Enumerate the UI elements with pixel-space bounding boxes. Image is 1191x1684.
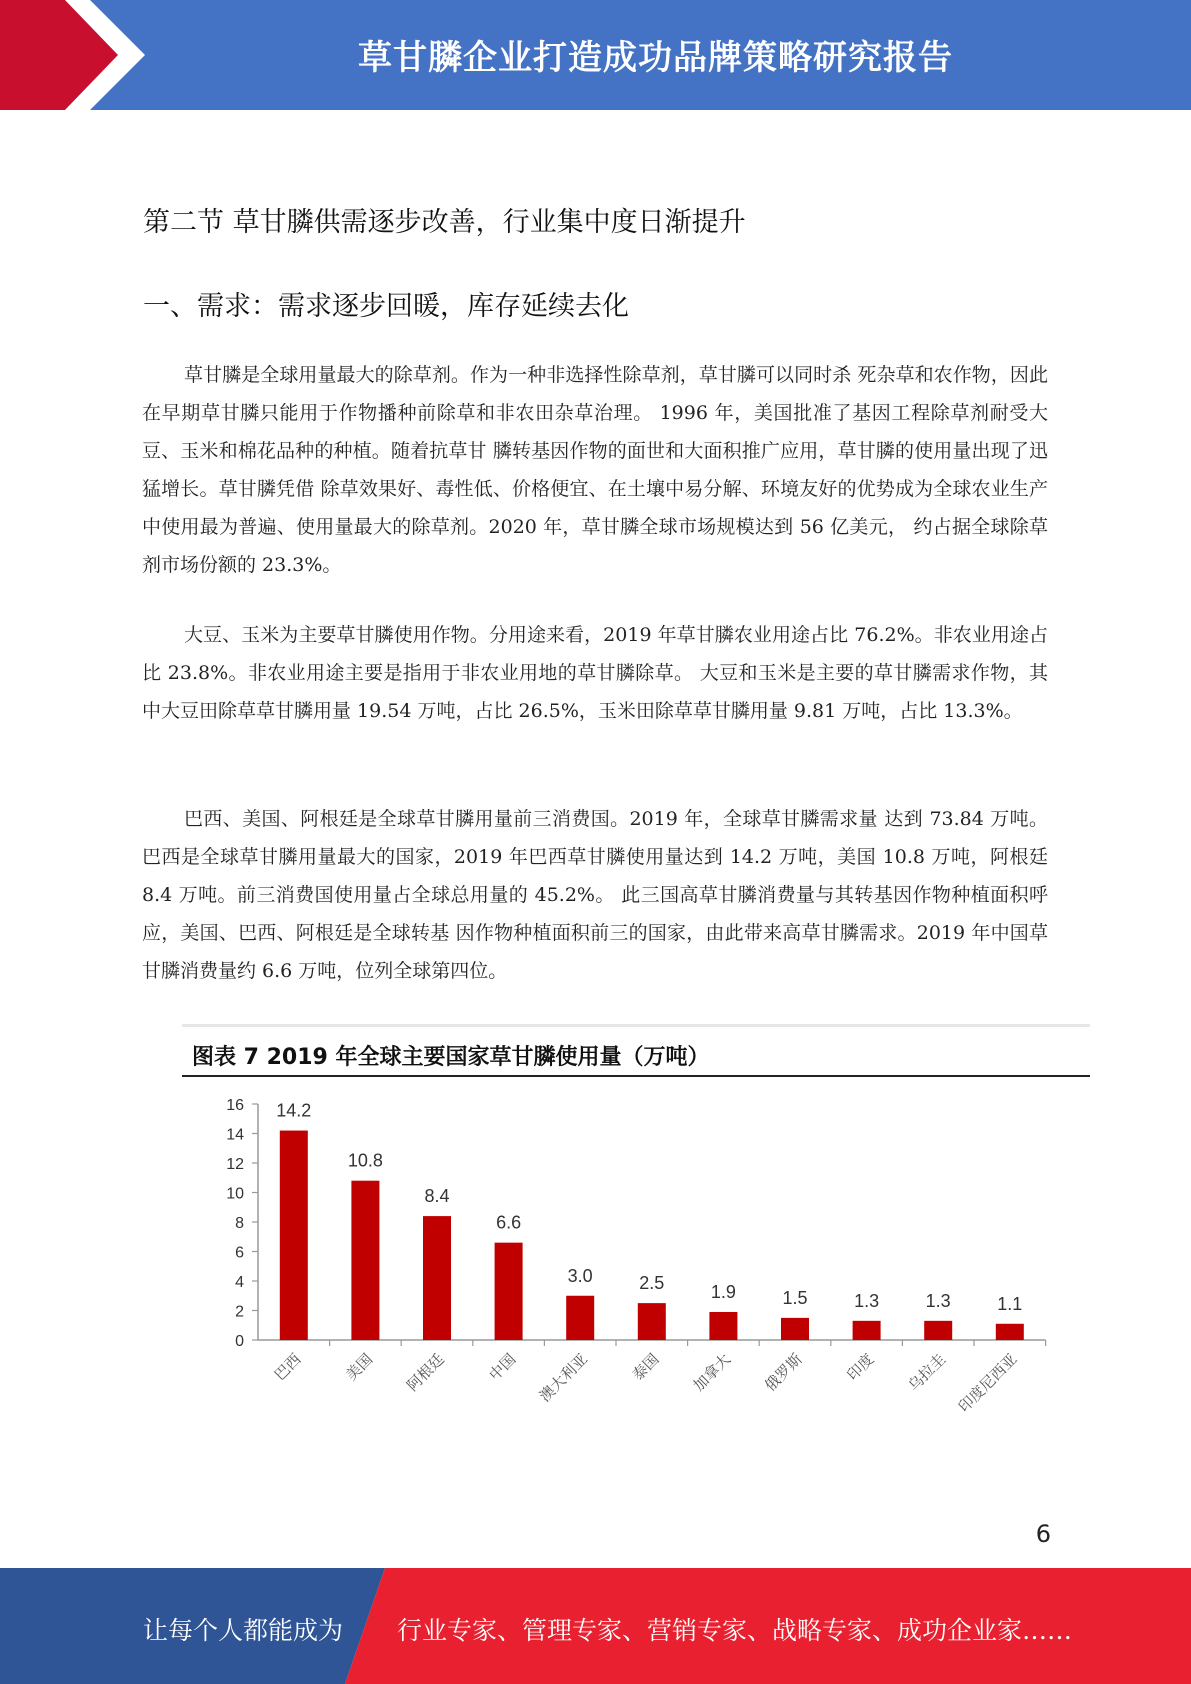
category-label: 巴西	[270, 1350, 305, 1385]
bar	[853, 1321, 881, 1340]
category-label: 中国	[485, 1350, 520, 1385]
bar	[638, 1303, 666, 1340]
bar-value-label: 2.5	[639, 1273, 665, 1294]
y-tick-label: 16	[226, 1097, 244, 1114]
y-tick-label: 8	[235, 1215, 244, 1232]
category-label: 印度	[843, 1350, 878, 1385]
category-label: 美国	[342, 1350, 377, 1385]
y-tick-label: 0	[235, 1333, 244, 1350]
bar-chart	[182, 1024, 1090, 1424]
category-label: 加拿大	[689, 1350, 735, 1395]
bar	[280, 1131, 308, 1340]
category-label: 俄罗斯	[761, 1350, 806, 1395]
report-title: 草甘膦企业打造成功品牌策略研究报告	[358, 38, 953, 78]
bar-value-label: 3.0	[567, 1265, 593, 1286]
subsection-title: 一、需求：需求逐步回暖，库存延续去化	[143, 291, 629, 322]
y-tick-label: 4	[235, 1274, 244, 1291]
y-tick-label: 12	[226, 1156, 244, 1173]
bar-value-label: 1.5	[782, 1287, 808, 1308]
bar	[781, 1318, 809, 1340]
page-footer	[0, 1568, 1191, 1684]
chart-container	[182, 1024, 1090, 1424]
footer-slogan-right: 行业专家、管理专家、营销专家、战略专家、成功企业家……	[397, 1616, 1073, 1645]
paragraph-crop-usage: 大豆、玉米为主要草甘膦使用作物。分用途来看，2019 年草甘膦农业用途占比 76.2%。非农业用途占比 23.8%。非农业用途主要是指用于非农业用地的草甘膦除草。 大豆和玉米是主要的草甘膦需求作物，其中大豆田除草草甘膦用量 19.54 万吨，占比 26.5%，玉米田除草草甘膦用量 9.81 万吨，占比 13.3%。	[142, 624, 1048, 722]
bar-value-label: 6.6	[496, 1212, 522, 1233]
bar-value-label: 14.2	[276, 1100, 312, 1121]
bar-value-label: 1.1	[997, 1293, 1023, 1314]
bar-value-label: 1.3	[925, 1290, 951, 1311]
bar-value-label: 8.4	[424, 1186, 450, 1207]
y-tick-label: 10	[226, 1185, 244, 1203]
y-tick-label: 6	[235, 1244, 244, 1262]
page-number: 6	[1035, 1520, 1051, 1548]
category-label: 阿根廷	[403, 1350, 448, 1395]
footer-slogan-left: 让每个人都能成为	[143, 1616, 344, 1645]
bar	[495, 1243, 523, 1340]
chart-title: 图表 7 2019 年全球主要国家草甘膦使用量（万吨）	[192, 1045, 710, 1070]
category-label: 印度尼西亚	[954, 1350, 1021, 1416]
bar	[924, 1321, 952, 1340]
y-tick-label: 2	[235, 1303, 244, 1321]
category-label: 泰国	[628, 1350, 663, 1385]
bar	[351, 1181, 379, 1340]
bar-value-label: 1.3	[854, 1290, 880, 1311]
bar	[996, 1324, 1024, 1340]
bar-value-label: 10.8	[347, 1150, 383, 1171]
bar-value-label: 1.9	[710, 1281, 736, 1302]
category-label: 澳大利亚	[535, 1350, 592, 1406]
report-header	[0, 0, 1191, 110]
bar	[709, 1312, 737, 1340]
paragraph-glyphosate-overview: 草甘膦是全球用量最大的除草剂。作为一种非选择性除草剂，草甘膦可以同时杀 死杂草和农作物，因此在早期草甘膦只能用于作物播种前除草和非农田杂草治理。 1996 年，美国批准了基因工程除草剂耐受大豆、玉米和棉花品种的种植。随着抗草甘 膦转基因作物的面世和大面积推广应用，草甘膦的使用量出现了迅猛增长。草甘膦凭借 除草效果好、毒性低、价格便宜、在土壤中易分解、环境友好的优势成为全球农业生产 中使用最为普遍、使用量最大的除草剂。2020 年，草甘膦全球市场规模达到 56 亿美元， 约占据全球除草剂市场份额的 23.3%。	[142, 364, 1048, 576]
bar	[423, 1216, 451, 1340]
paragraph-country-consumption: 巴西、美国、阿根廷是全球草甘膦用量前三消费国。2019 年，全球草甘膦需求量 达到 73.84 万吨。巴西是全球草甘膦用量最大的国家，2019 年巴西草甘膦使用量达到 14.2 万吨，美国 10.8 万吨，阿根廷 8.4 万吨。前三消费国使用量占全球总用量的 45.2%。 此三国高草甘膦消费量与其转基因作物种植面积呼应，美国、巴西、阿根廷是全球转基 因作物种植面积前三的国家，由此带来高草甘膦需求。2019 年中国草甘膦消费量约 6.6 万吨，位列全球第四位。	[142, 808, 1048, 982]
section-title: 第二节 草甘膦供需逐步改善，行业集中度日渐提升	[143, 207, 746, 238]
y-tick-label: 14	[226, 1126, 244, 1144]
bar	[566, 1296, 594, 1340]
category-label: 乌拉圭	[904, 1350, 950, 1395]
